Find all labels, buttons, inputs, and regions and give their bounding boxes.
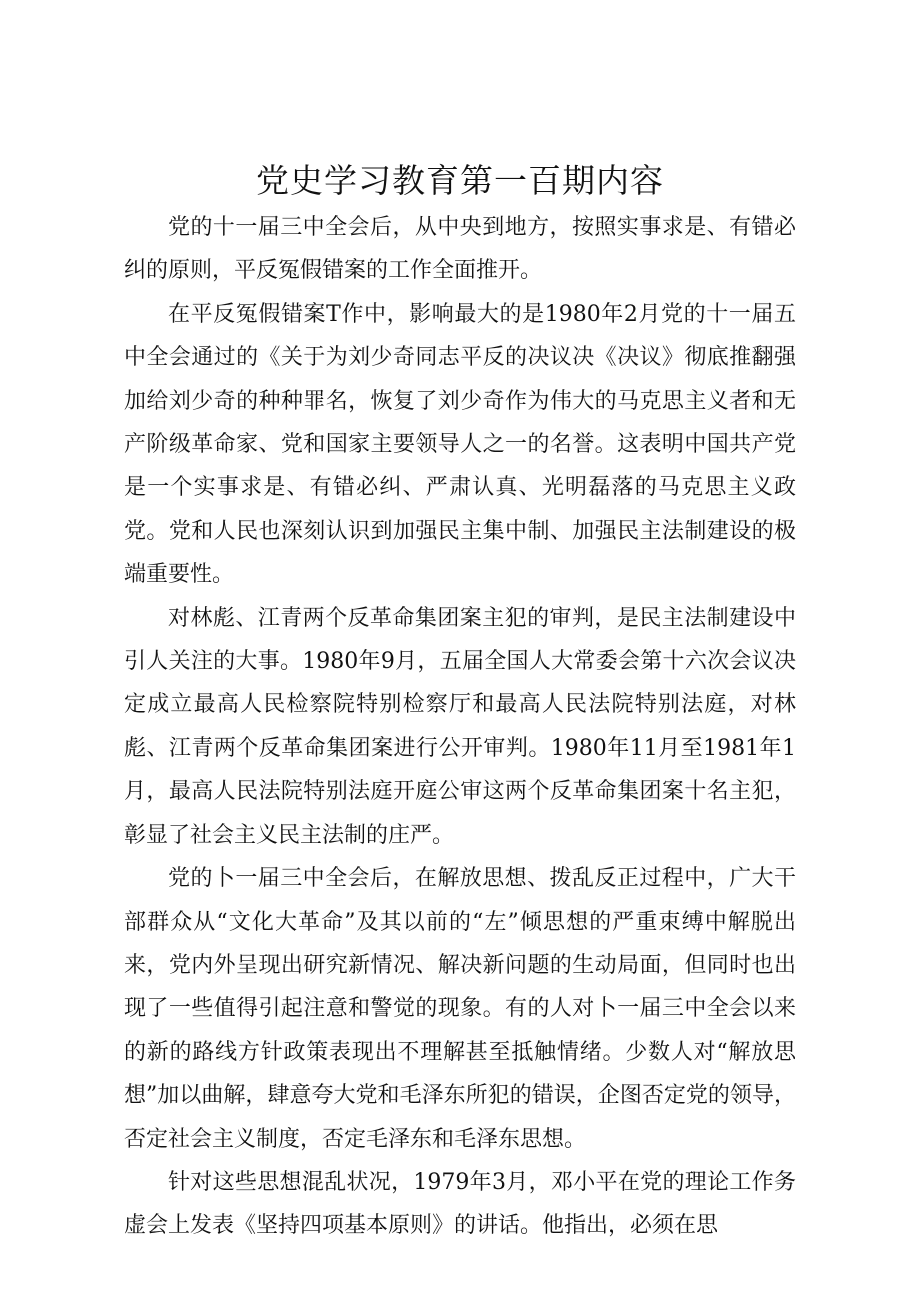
paragraph-1: 党的十一届三中全会后，从中央到地方，按照实事求是、有错必纠的原则，平反冤假错案的工作全面推开。 — [124, 215, 796, 284]
paragraph-5: 针对这些思想混乱状况，1979年3月，邓小平在党的理论工作务虚会上发表《坚持四项基本原则》的讲话。他指出，必须在思 — [124, 1169, 796, 1239]
document-body — [124, 206, 796, 1248]
document-title: 党史学习教育第一百期内容 — [256, 161, 664, 200]
paragraph-2: 在平反冤假错案T作中，影响最大的是1980年2月党的十一届五中全会通过的《关于为刘少奇同志平反的决议决《决议》彻底推翻强加给刘少奇的种种罪名，恢复了刘少奇作为伟大的马克思主义者和无产阶级革命家、党和国家主要领导人之一的名誉。这表明中国共产党是一个实事求是、有错必纠、严肃认真、光明磊落的马克思主义政党。党和人民也深刻认识到加强民主集中制、加强民主法制建设的极端重要性。 — [124, 301, 796, 588]
paragraph-3: 对林彪、江青两个反革命集团案主犯的审判，是民主法制建设中引人关注的大事。1980年9月，五届全国人大常委会第十六次会议决定成立最高人民检察院特别检察厅和最高人民法院特别法庭，对林彪、江青两个反革命集团案进行公开审判。1980年11月至1981年1月，最高人民法院特别法庭开庭公审这两个反革命集团案十名主犯，彰显了社会主义民主法制的庄严。 — [124, 605, 796, 848]
paragraph-4: 党的卜一届三中全会后，在解放思想、拨乱反正过程中，广大干部群众从“文化大革命”及其以前的“左”倾思想的严重束缚中解脱出来，党内外呈现出研究新情况、解决新问题的生动局面，但同时也出现了一些值得引起注意和警觉的现象。有的人对卜一届三中全会以来的新的路线方针政策表现出不理解甚至抵触情绪。少数人对“解放思想”加以曲解，肆意夸大党和毛泽东所犯的错误，企图否定党的领导，否定社会主义制度，否定毛泽东和毛泽东思想。 — [124, 866, 796, 1152]
